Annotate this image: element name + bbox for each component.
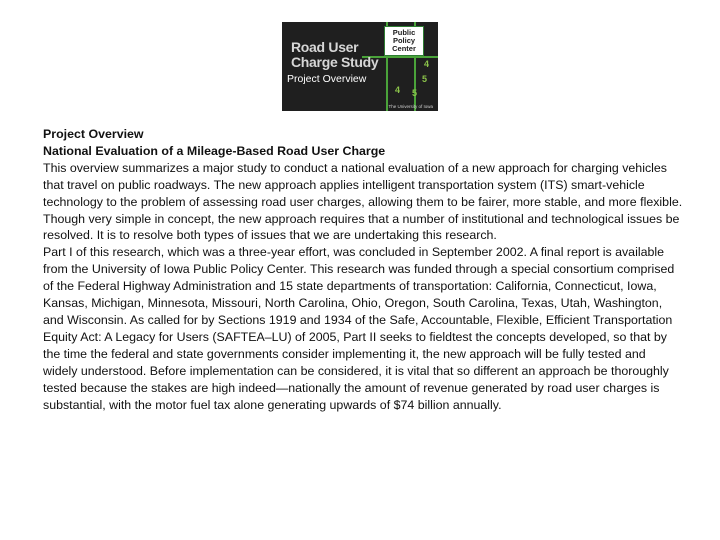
cover-digit: 5 — [422, 74, 428, 84]
logo-line3: Center — [392, 44, 416, 53]
cover-footer: The University of Iowa — [388, 104, 433, 109]
cover-image — [282, 22, 438, 111]
cover-digit: 5 — [412, 88, 418, 98]
heading: Project Overview — [43, 127, 144, 141]
cover-title-line1: Road User — [291, 39, 359, 55]
cover-digit: 4 — [395, 85, 401, 95]
logo-line1: Public — [392, 28, 416, 37]
public-policy-center-logo — [384, 26, 424, 56]
cover-title-line2: Charge Study — [291, 54, 379, 70]
paragraph-2: Part I of this research, which was a three-year effort, was concluded in September 2002. A final report is available from the University of Iowa Public Policy Center. This research was funded through a special consortium comprised of the Federal Highway Administration and 15 state departments of transportation: California, Connecticut, Iowa, Kansas, Michigan, Minnesota, Missouri, North Carolina, Ohio, Oregon, South Carolina, Texas, Utah, Washington, and Wisconsin. As called for by Sections 1919 and 1934 of the Safe, Accountable, Flexible, Efficient Transportation Equity Act: A Legacy for Users (SAFTEA–LU) of 2005, Part II seeks to fieldtest the concepts developed, so that by the time the federal and state governments consider implementing it, the new approach will be fully tested and widely understood. Before implementation can be considered, it is vital that so different an approach be thoroughly tested because the stakes are high indeed—nationally the amount of revenue generated by road user charges is substantial, with the motor fuel tax alone generating upwards of $74 billion annually. — [43, 245, 675, 412]
paragraph-1: This overview summarizes a major study to conduct a national evaluation of a new approach for charging vehicles that travel on public roadways. The new approach applies intelligent transportation system (ITS) smart-vehicle technology to the problem of assessing road user charges, allowing them to be fairer, more stable, and more flexible. Though very simple in concept, the new approach requires that a number of institutional and technological issues be resolved. It is to resolve both types of issues that we are undertaking this research. — [43, 160, 683, 243]
cover-title — [291, 40, 378, 70]
cover-subtitle: Project Overview — [287, 73, 367, 85]
cover-digit: 4 — [424, 59, 430, 69]
logo-line2: Policy — [392, 36, 416, 45]
subheading: National Evaluation of a Mileage-Based Road User Charge — [43, 143, 386, 158]
overview-text — [43, 126, 683, 413]
